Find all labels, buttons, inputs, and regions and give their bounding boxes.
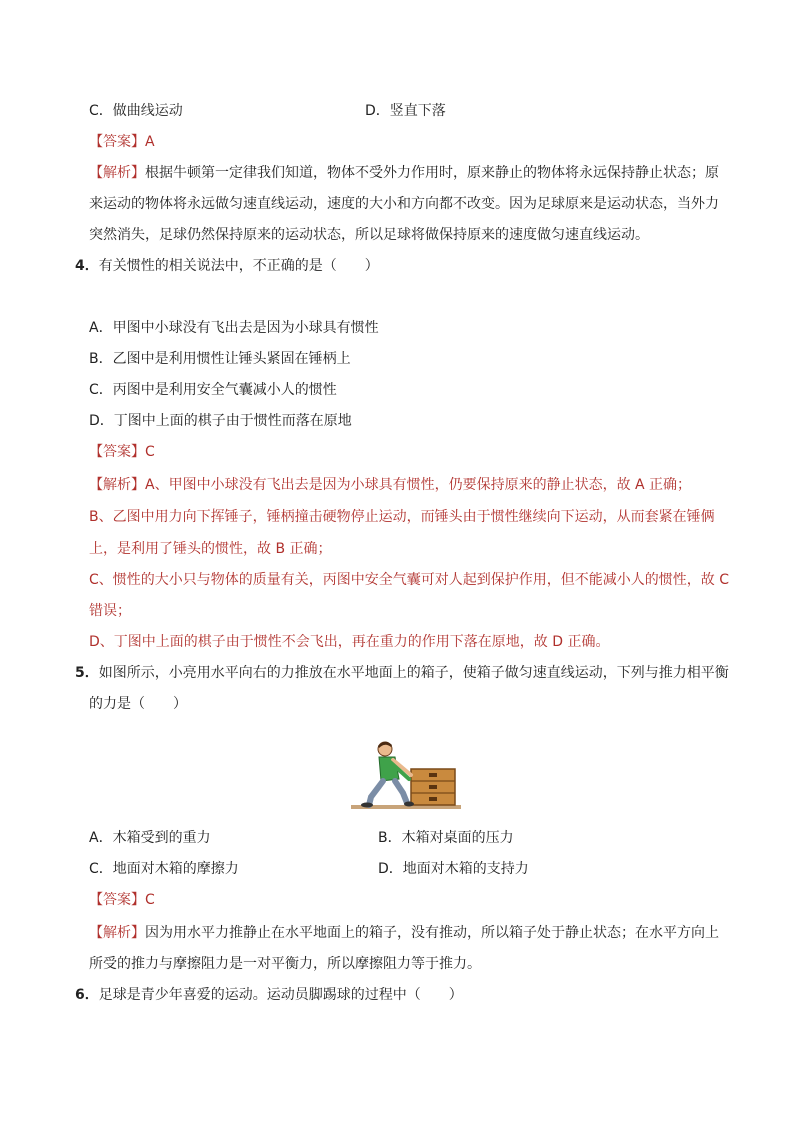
question-number: 4． bbox=[75, 258, 99, 274]
q3-option-c: C．做曲线运动 bbox=[89, 103, 183, 119]
q5-analysis-line-2: 所受的推力与摩擦阻力是一对平衡力，所以摩擦阻力等于推力。 bbox=[89, 956, 481, 972]
q4-analysis-line-6: D、丁图中上面的棋子由于惯性不会飞出，再在重力的作用下落在原地，故 D 正确。 bbox=[89, 634, 610, 650]
answer-tag: 【答案】 bbox=[89, 444, 145, 460]
question-number: 6． bbox=[75, 987, 99, 1003]
q5-option-c: C．地面对木箱的摩擦力 bbox=[89, 861, 239, 877]
q5-answer bbox=[89, 890, 155, 910]
q3-option-d: D．竖直下落 bbox=[365, 103, 446, 119]
person-pushing-box-illustration bbox=[351, 735, 461, 811]
q3-analysis-line-2: 来运动的物体将永远做匀速直线运动，速度的大小和方向都不改变。因为足球原来是运动状态，当外力 bbox=[89, 196, 719, 212]
answer-value: A bbox=[145, 134, 155, 150]
question-number: 5． bbox=[75, 665, 99, 681]
q4-stem bbox=[75, 256, 379, 276]
q4-option-a: A．甲图中小球没有飞出去是因为小球具有惯性 bbox=[89, 320, 379, 336]
q4-analysis-line-2: B、乙图中用力向下挥锤子，锤柄撞击硬物停止运动，而锤头由于惯性继续向下运动，从而套紧在锤俩 bbox=[89, 509, 715, 525]
analysis-tag: 【解析】 bbox=[89, 925, 145, 941]
pushing-box-figure bbox=[351, 735, 461, 811]
q5-option-b: B．木箱对桌面的压力 bbox=[378, 830, 514, 846]
analysis-text: 根据牛顿第一定律我们知道，物体不受外力作用时，原来静止的物体将永远保持静止状态；原 bbox=[145, 165, 719, 181]
q4-answer bbox=[89, 442, 155, 462]
q4-analysis-line-3: 上，是利用了锤头的惯性，故 B 正确； bbox=[89, 541, 332, 557]
question-text: 足球是青少年喜爱的运动。运动员脚踢球的过程中（ ） bbox=[98, 987, 463, 1003]
q4-option-c: C．丙图中是利用安全气囊减小人的惯性 bbox=[89, 382, 337, 398]
q5-stem-line-1 bbox=[75, 663, 729, 683]
question-text: 有关惯性的相关说法中，不正确的是（ ） bbox=[98, 258, 379, 274]
question-text: 如图所示，小亮用水平向右的力推放在水平地面上的箱子，使箱子做匀速直线运动，下列与推力相平衡 bbox=[98, 665, 729, 681]
q4-analysis-line-4: C、惯性的大小只与物体的质量有关，丙图中安全气囊可对人起到保护作用，但不能减小人的惯性，故 C bbox=[89, 572, 729, 588]
answer-tag: 【答案】 bbox=[89, 134, 145, 150]
analysis-tag: 【解析】 bbox=[89, 165, 145, 181]
q4-option-d: D．丁图中上面的棋子由于惯性而落在原地 bbox=[89, 413, 352, 429]
q3-analysis-line-3: 突然消失，足球仍然保持原来的运动状态，所以足球将做保持原来的速度做匀速直线运动。 bbox=[89, 227, 649, 243]
q5-option-d: D．地面对木箱的支持力 bbox=[378, 861, 529, 877]
analysis-text: 因为用水平力推静止在水平地面上的箱子，没有推动，所以箱子处于静止状态；在水平方向上 bbox=[145, 925, 719, 941]
q4-analysis-line-1 bbox=[89, 475, 691, 495]
q6-stem bbox=[75, 985, 463, 1005]
answer-value: C bbox=[145, 892, 155, 908]
analysis-text: A、甲图中小球没有飞出去是因为小球具有惯性，仍要保持原来的静止状态，故 A 正确； bbox=[145, 477, 692, 493]
q4-analysis-line-5: 错误； bbox=[89, 603, 131, 619]
analysis-tag: 【解析】 bbox=[89, 477, 145, 493]
answer-tag: 【答案】 bbox=[89, 892, 145, 908]
q5-stem-line-2: 的力是（ ） bbox=[89, 696, 187, 712]
q5-option-a: A．木箱受到的重力 bbox=[89, 830, 211, 846]
q4-option-b: B．乙图中是利用惯性让锤头紧固在锤柄上 bbox=[89, 351, 351, 367]
q5-analysis-line-1 bbox=[89, 923, 719, 943]
q3-analysis-line-1 bbox=[89, 163, 719, 183]
answer-value: C bbox=[145, 444, 155, 460]
q3-answer bbox=[89, 132, 155, 152]
